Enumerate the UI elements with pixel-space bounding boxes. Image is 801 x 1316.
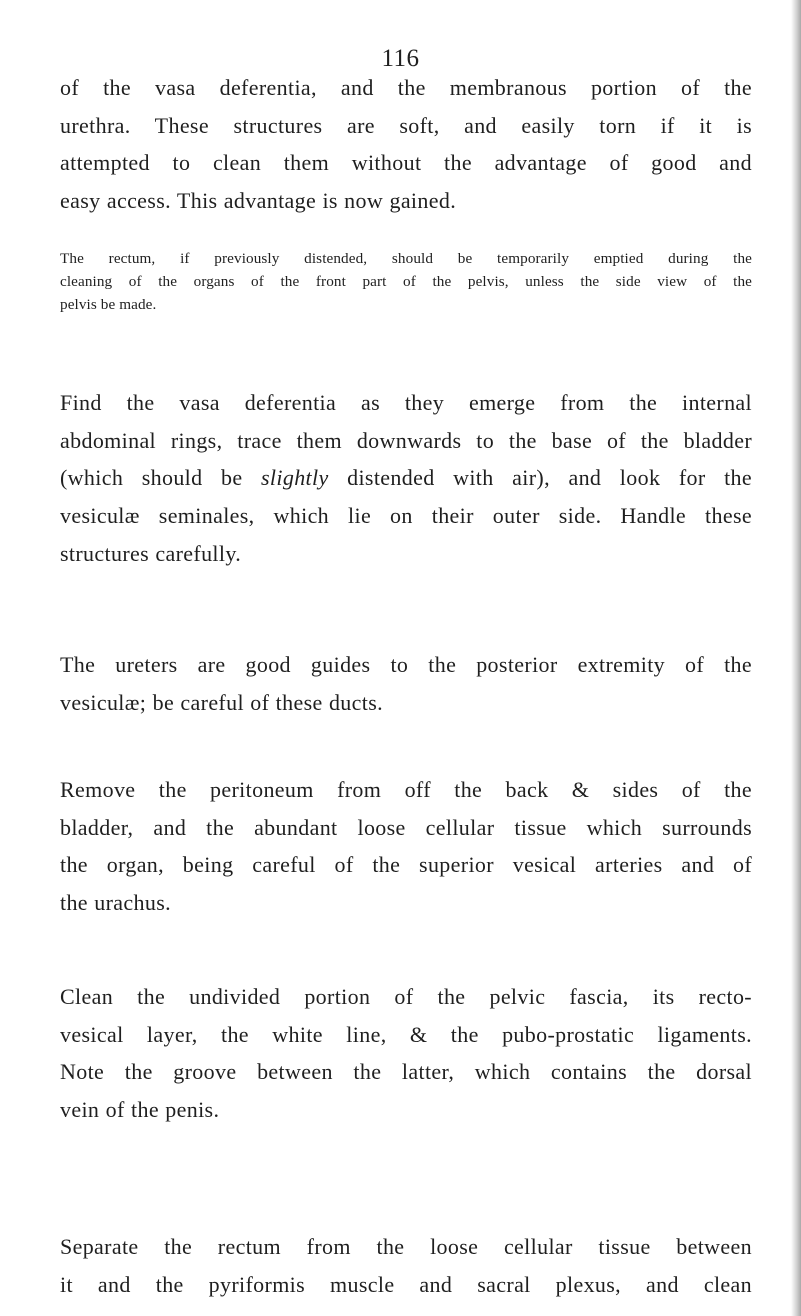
paragraph-remove-peritoneum bbox=[60, 771, 752, 922]
note-rectum bbox=[60, 248, 752, 316]
paragraph-find-vasa bbox=[60, 384, 752, 573]
text-line: abdominal rings, trace them downwards to the base of the bladder bbox=[60, 427, 752, 453]
text-line: easy access. This advantage is now gained. bbox=[60, 188, 457, 214]
text-line: vesiculæ; be careful of these ducts. bbox=[60, 689, 383, 715]
text-line: bladder, and the abundant loose cellular tissue which surrounds bbox=[60, 814, 752, 840]
paragraph-vasa-deferentia bbox=[60, 69, 752, 220]
paragraph-separate-rectum bbox=[60, 1228, 752, 1303]
emphasis-slightly: slightly bbox=[261, 465, 329, 491]
text-line: of the vasa deferentia, and the membranous portion of the bbox=[60, 75, 752, 100]
text-line: The ureters are good guides to the posterior extremity of the bbox=[60, 652, 752, 677]
text-line: cleaning of the organs of the front part of the pelvis, unless the side view of the bbox=[60, 272, 752, 290]
text-line: it and the pyriformis muscle and sacral plexus, and clean bbox=[60, 1271, 752, 1297]
text-line: Separate the rectum from the loose cellular tissue between bbox=[60, 1234, 752, 1259]
text-line: The rectum, if previously distended, should be temporarily emptied during the bbox=[60, 250, 752, 267]
text-line: attempted to clean them without the advantage of good and bbox=[60, 150, 752, 176]
text-line: Find the vasa deferentia as they emerge from the internal bbox=[60, 390, 752, 415]
text-line: pelvis be made. bbox=[60, 295, 157, 313]
text-line: vein of the penis. bbox=[60, 1097, 220, 1123]
text-line-with-emphasis bbox=[60, 459, 752, 497]
page-edge-shadow bbox=[791, 0, 801, 1316]
text-line: vesiculæ seminales, which lie on their outer side. Handle these bbox=[60, 503, 752, 529]
text-line: Clean the undivided portion of the pelvic fascia, its recto- bbox=[60, 984, 752, 1009]
text-line: the organ, being careful of the superior vesical arteries and of bbox=[60, 852, 752, 878]
page-number: 116 bbox=[381, 45, 420, 72]
text-line: urethra. These structures are soft, and easily torn if it is bbox=[60, 112, 752, 138]
text-line: Note the groove between the latter, which contains the dorsal bbox=[60, 1059, 752, 1085]
text-line: structures carefully. bbox=[60, 540, 242, 566]
paragraph-clean-fascia bbox=[60, 978, 752, 1129]
text-segment: (which should be bbox=[60, 465, 262, 491]
text-line: Remove the peritoneum from off the back & sides of the bbox=[60, 777, 752, 802]
text-line: vesical layer, the white line, & the pubo-prostatic ligaments. bbox=[60, 1021, 752, 1047]
text-line: the urachus. bbox=[60, 890, 171, 916]
paragraph-ureters bbox=[60, 646, 752, 721]
text-segment: distended with air), and look for the bbox=[328, 465, 752, 491]
